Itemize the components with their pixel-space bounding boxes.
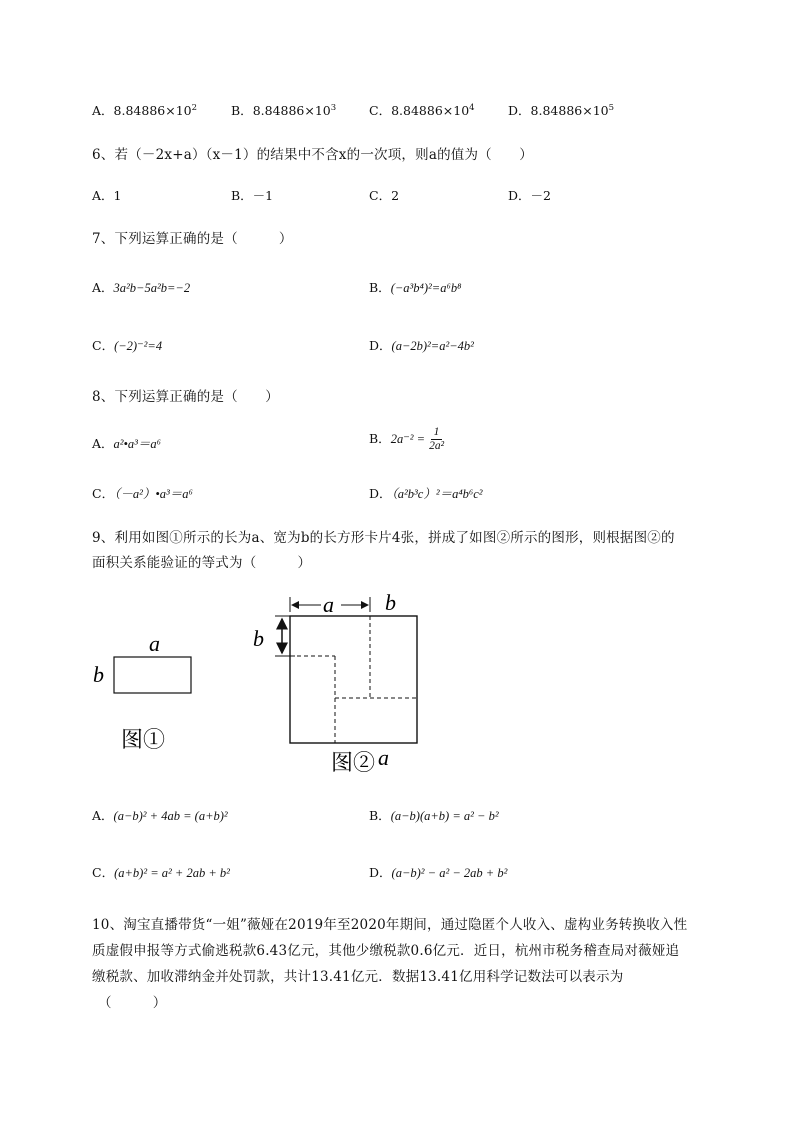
q6-option-b: B．－1: [231, 188, 274, 203]
figure2-dashed-lines: [290, 616, 417, 743]
q8-option-d: D．（a²b³c）²＝a⁴b⁶c²: [369, 486, 483, 501]
q5-option-a: A．$8.84886\times 10^2$: [92, 103, 198, 118]
fraction: $\frac{1}{\text{2a²}}$: [429, 426, 445, 452]
q8-option-b: B．2a⁻² = $\frac{1}{\text{2a²}}$: [369, 426, 445, 452]
figure2-label-a-top: a: [323, 592, 334, 617]
figure2-outer-square: [290, 616, 417, 743]
figure-1: [85, 625, 215, 755]
q9-option-c: C．(a+b)² = a² + 2ab + b²: [92, 865, 230, 880]
q9-option-d: D．(a−b)² − a² − 2ab + b²: [369, 865, 508, 880]
figure1-label-b: b: [93, 662, 104, 687]
q7-option-c: C．(−2)⁻²=4: [92, 338, 163, 353]
q6-option-c: C．2: [369, 188, 400, 203]
q7-option-b: B．(−a³b⁴)²=a⁶b⁸: [369, 280, 462, 295]
figure1-caption: 图①: [121, 727, 166, 752]
q9-option-b: B．(a−b)(a+b) = a² − b²: [369, 808, 499, 823]
q9-stem-line1: 9、利用如图①所示的长为a、宽为b的长方形卡片4张，拼成了如图②所示的图形，则根据图②的: [92, 530, 675, 546]
q7-option-a: A．3a²b−5a²b=−2: [92, 280, 191, 295]
q9-stem-line2: 面积关系能验证的等式为（ ）: [92, 555, 312, 571]
figure1-rectangle: [114, 657, 191, 693]
q6-stem: 6、若（－2x+a）（x－1）的结果中不含x的一次项，则a的值为（ ）: [92, 147, 533, 163]
q10-line3: 缴税款、加收滞纳金并处罚款，共计13.41亿元．数据13.41亿用科学记数法可以表示为: [92, 969, 624, 985]
q7-stem: 7、下列运算正确的是（ ）: [92, 231, 293, 247]
figure2-caption: 图②: [331, 750, 376, 775]
figure2-label-b-top: b: [385, 590, 396, 615]
q9-option-a: A．(a−b)² + 4ab = (a+b)²: [92, 808, 228, 823]
q10-line2: 质虚假申报等方式偷逃税款6.43亿元，其他少缴税款0.6亿元．近日，杭州市税务稽查局对薇娅追: [92, 943, 680, 959]
q5-option-d: D．$8.84886\times 10^5$: [508, 103, 615, 118]
q10-answer-paren: （ ）: [98, 995, 167, 1011]
q7-option-d: D．(a−2b)²=a²−4b²: [369, 338, 474, 353]
q6-option-a: A．1: [92, 188, 122, 203]
q5-option-b: B．$8.84886\times 10^3$: [231, 103, 337, 118]
q5-option-c: C．$8.84886\times 10^4$: [369, 103, 475, 118]
figure-2: [245, 588, 435, 778]
q6-option-d: D．－2: [508, 188, 551, 203]
figure1-label-a: a: [149, 631, 160, 656]
q8-option-a: A．a²•a³＝a⁶: [92, 436, 161, 451]
q8-option-c: C．（－a²）•a³＝a⁶: [92, 486, 193, 501]
q8-stem: 8、下列运算正确的是（ ）: [92, 389, 279, 405]
q10-line1: 10、淘宝直播带货“一姐”薇娅在2019年至2020年期间，通过隐匿个人收入、虚构业务转换收入性: [92, 917, 688, 933]
figure2-label-a-bottom: a: [378, 745, 389, 770]
figure2-label-b-left: b: [253, 626, 264, 651]
